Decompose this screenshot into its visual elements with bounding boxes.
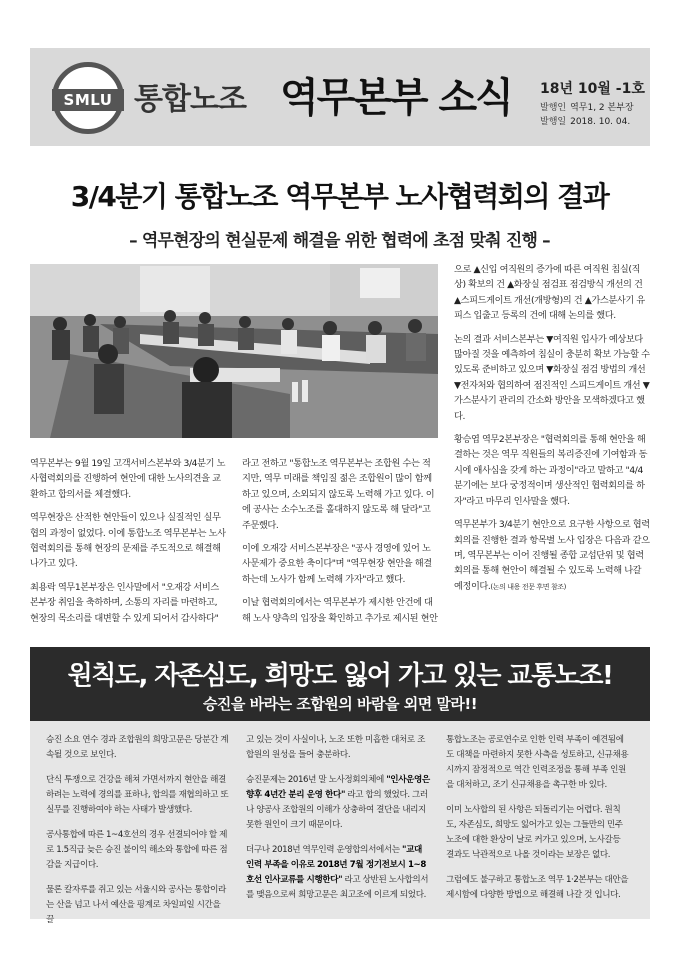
editorial-banner xyxy=(30,647,650,721)
paragraph: 역무현장은 산적한 현안들이 있으나 실질적인 실무협의 과정이 없었다. 이에 통합노조 역무본부는 노사협력회의를 통해 현장의 문제를 주도적으로 해결해 나가고 있다. xyxy=(30,512,226,570)
editorial-column-2 xyxy=(246,733,430,913)
paragraph: 공사통합에 따른 1~4호선의 경우 선결되어야 할 제로 1.5직급 늦은 승진 불이익 해소와 통합에 따른 점감을 지급이다. xyxy=(46,830,228,870)
paragraph: 물론 칼자루를 쥐고 있는 서울시와 공사는 통합이라는 산을 넘고 나서 예산을 핑계로 차일피일 시간을 끌 xyxy=(46,885,226,925)
publisher-line: 발행인 역무1, 2 본부장 xyxy=(540,103,634,113)
newsletter-title: 역무본부 소식 xyxy=(280,75,512,121)
paragraph: 역무본부는 9월 19일 고객서비스본부와 3/4분기 노사협력회의를 진행하여 현안에 대한 노사의견을 교환하고 합의서를 체결했다. xyxy=(30,458,226,500)
article-column-3 xyxy=(454,262,650,603)
masthead xyxy=(30,48,650,146)
paragraph: 승진문제는 2016년 말 노사정회의체에 "인사운영은 향후 4년간 분리 운영 한다" 라고 합의 했었다. 그러나 양공사 조합원의 이해가 상충하여 결단을 내리지 못한 원인이 크기 때문이다. xyxy=(246,775,430,830)
paragraph: 이날 협력회의에서는 역무본부가 제시한 안건에 대해 노사 양측의 입장을 확인하고 추가로 제시된 현안 xyxy=(242,597,438,624)
paragraph: 이에 오재강 서비스본부장은 "공사 경영에 있어 노사문제가 중요한 축이다"며 "역무현장 현안을 해결하는데 노사가 함께 노력해 가자"라고 했다. xyxy=(242,543,432,585)
meeting-photo xyxy=(30,264,438,438)
see-back-note: (논의 내용 전문 후면 참조) xyxy=(490,582,567,591)
article-column-1 xyxy=(30,456,226,634)
emphasis-quote: "인사운영은 향후 4년간 분리 운영 한다" xyxy=(246,775,430,800)
paragraph: 더구나 2018년 역무인력 운영합의서에서는 "교대 인력 부족을 이유로 2018년 7월 정기전보시 1~8호선 인사교류를 시행한다" 라고 상반된 노사합의서를 맺음으로써 희망고문은 최고조에 이르게 되었다. xyxy=(246,845,429,900)
article-headline: 3/4분기 통합노조 역무본부 노사협력회의 결과 xyxy=(70,180,609,213)
logo-text: SMLU xyxy=(63,91,113,109)
editorial-title: 원칙도, 자존심도, 희망도 잃어 가고 있는 교통노조! xyxy=(67,661,613,691)
article-column-2 xyxy=(242,456,438,634)
editorial-body xyxy=(30,721,650,925)
editorial-column-3 xyxy=(446,733,630,913)
paragraph: 역무본부가 3/4분기 현안으로 요구한 사항으로 협력회의를 진행한 결과 항목별 노사 입장은 다음과 같으며, 역무본부는 이어 진행될 종합 교섭단위 및 협력회의를 통해 현안이 해결될 수 있도록 노력해 나갈 예정이다.(논의 내용 전문 후면 참조) xyxy=(454,519,650,592)
paragraph: 그럼에도 불구하고 통합노조 역무 1·2본부는 대안을 제시함에 다양한 방법으로 해결해 나갈 것 입니다. xyxy=(446,875,629,900)
paragraph: 이미 노사합의 된 사항은 되돌리기는 어렵다. 원칙도, 자존심도, 희망도 잃어가고 있는 그들만의 민주노조에 대한 환상이 날로 커가고 있으며, 노사갈등 결과도 낙관적으로 나올 것이라는 보장은 없다. xyxy=(446,805,623,860)
paragraph: 승진 소요 연수 경과 조합원의 희망고문은 당분간 계속될 것으로 보인다. xyxy=(46,735,229,760)
article-subheadline: – 역무현장의 현실문제 해결을 위한 협력에 초점 맞춰 진행 – xyxy=(129,231,550,251)
paragraph: 고 있는 것이 사실이나, 노조 또한 미흡한 대처로 조합원의 원성을 들어 충분하다. xyxy=(246,735,426,760)
paragraph: 최용락 역무1본부장은 인사말에서 "오재강 서비스본부장 취임을 축하하며, 소통의 자리를 마련하고, 현장의 목소리를 대변할 수 있게 되어서 감사하다" xyxy=(30,581,219,624)
paragraph: 논의 결과 서비스본부는 ▼여직원 입사가 예상보다 많아질 것을 예측하여 침실이 충분히 확보 가능할 수 있도록 준비하고 있으며 ▼화장실 점검 방법의 개선 ▼전자처와 협의하여 점진적인 스피드게이트 개선 ▼가스분사기 관리의 간소화 방안을 모색하겠다고 했다. xyxy=(454,333,650,422)
date-line: 발행일 2018. 10. 04. xyxy=(540,117,631,127)
editorial-subtitle: 승진을 바라는 조합원의 바람을 외면 말라!! xyxy=(202,695,478,713)
paragraph: 통합노조는 공로연수로 인한 인력 부족이 예견됨에도 대책을 마련하지 못한 사측을 성토하고, 신규채용 시까지 잠정적으로 역간 인력조정을 통해 부족 인원을 대처하고, 조기 신규채용을 촉구한 바 있다. xyxy=(446,735,629,790)
issue-number: 18년 10월 -1호 xyxy=(540,81,645,97)
union-logo xyxy=(52,62,124,134)
paragraph: 황승엽 역무2본부장은 "협력회의를 통해 현안을 해결하는 것은 역무 직원들의 복리증진에 기여함과 동시에 애사심을 갖게 하는 과정이"라고 말하고 "4/4분기에는 보다 궁정적이며 생산적인 협력회의를 하자"라고 마무리 인사말을 했다. xyxy=(454,434,648,507)
paragraph: 단식 투쟁으로 건강을 해쳐 가면서까지 현안을 해결하려는 노력에 경의를 표하나, 합의를 재협의하고 또 실무를 진행하여야 하는 사태가 발생했다. xyxy=(46,775,229,815)
union-name: 통합노조 xyxy=(134,82,246,117)
paragraph: 라고 전하고 "통합노조 역무본부는 조합원 수는 적지만, 역무 미래를 책임질 젊은 조합원이 많이 함께하고 있으며, 소외되지 않도록 노력해 가고 있다. 이에 공사는 소수노조를 홀대하지 않도록 해 달라"고 주문했다. xyxy=(242,458,435,531)
paragraph: 으로 ▲신입 여직원의 증가에 따른 여직원 침실(직상) 확보의 건 ▲화장실 점검표 점검방식 개선의 건 ▲스피드게이트 개선(개방형)의 건 ▲가스분사기 유피스 입출고 등록의 건에 대해 논의를 했다. xyxy=(454,264,645,322)
editorial-column-1 xyxy=(46,733,230,938)
emphasis-quote: "교대 인력 부족을 이유로 2018년 7월 정기전보시 1~8호선 인사교류를 시행한다" xyxy=(246,845,426,885)
